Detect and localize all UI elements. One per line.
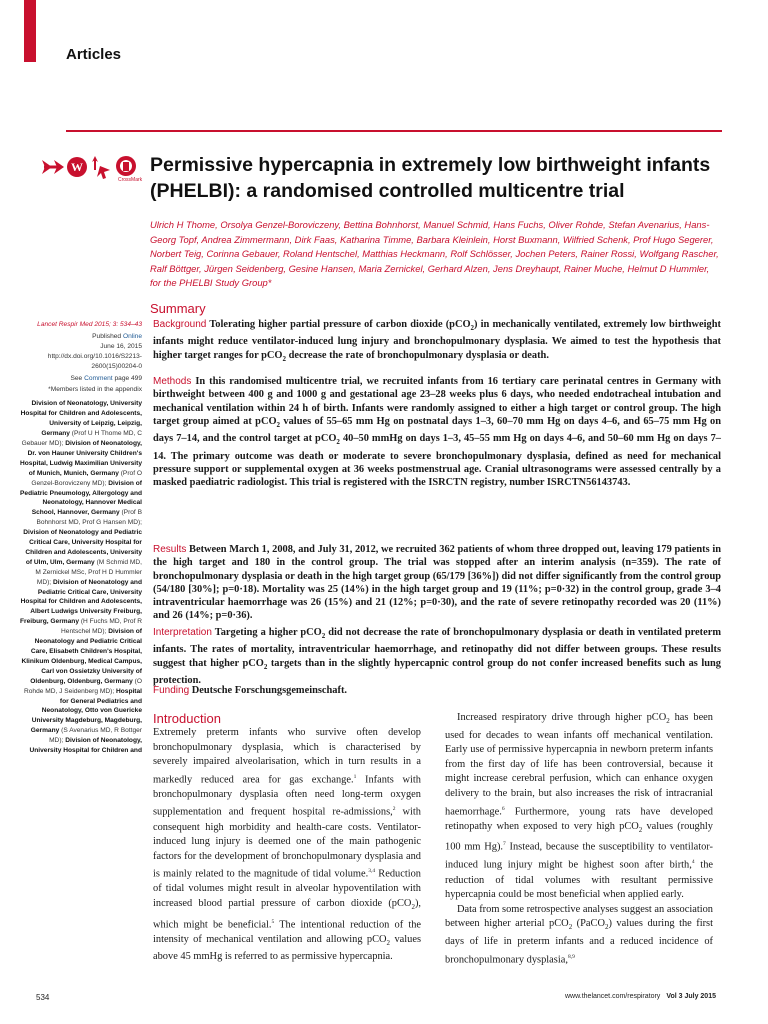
interpretation-label: Interpretation (153, 627, 212, 638)
page-number: 534 (36, 993, 50, 1002)
arrow-icon (42, 160, 64, 174)
intro-paragraph-3: Data from some retrospective analyses suggest an association between higher arterial pCO$_2$ (PaCO$_2$) values during the first days of life in preterm infants and a reduced incidence of bronchopulmonary dysplasia,$^{8,9}$ (445, 903, 713, 966)
article-title: Permissive hypercapnia in extremely low birthweight infants (PHELBI): a randomised controlled multicentre trial (150, 154, 711, 202)
sidebar-publication-info: Lancet Respir Med 2015; 3: 534–43 Published Online June 16, 2015 http://dx.doi.org/10.1016/S2213-2600(15)00204-0 See Comment page 499 *Members listed in the appendix Division of Neonatology, University Hospital for Children and Adolescents, University of Leipzig, Leipzig, Germany (Prof U H Thome MD, C Gebauer MD); Division of Neonatology, Dr. von Hauner University Children's Hospital, Ludwig Maximilian University of Munich, Munich, Germany (Prof O Genzel-Boroviczeny MD); Division of Pediatric Pneumology, Allergology and Neonatology, Hannover Medical School, Hannover, Germany (Prof B Bohnhorst MD, Prof G Hansen MD); Division of Neonatology and Pediatric Critical Care, University Hospital for Children and Adolescents, University of Ulm, Ulm, Germany (M Schmid MD, M Zernickel MSc, Prof H D Hummler MD); Division of Neonatology and Pediatric Critical Care, University Hospital for Children and Adolescents, Albert Ludwigs University Freiburg, Freiburg, Germany (H Fuchs MD, Prof R Hentschel MD); Division of Neonatology and Pediatric Critical Care, Elisabeth Children's Hospital, Klinikum Oldenburg, Medical Campus, Carl von Ossietzky University of Oldenburg, Oldenburg, Germany (O Rohde MD, J Seidenberg MD); Hospital for General Pediatrics and Neonatology, Otto von Guericke University Magdeburg, Magdeburg, Germany (S Avenarius MD, R Bottger MD); Division of Neonatology, University Hospital for Children and (20, 321, 143, 755)
methods-label: Methods (153, 376, 192, 387)
section-accent-bar (24, 0, 36, 62)
abstract-interpretation: Interpretation Targeting a higher pCO$_2$ did not decrease the rate of bronchopulmonary dysplasia or death in ventilated preterm infants. The rates of mortality, intraventricular haemorrhage, and retinopathy did not differ between groups. These results suggest that higher pCO$_2$ targets than in the slightly hypercapnic control group do not confer increased benefits such as lung protection. (153, 627, 722, 687)
summary-heading: Summary (150, 301, 206, 316)
members-note: *Members listed in the appendix (48, 386, 142, 394)
abstract-results: Results Between March 1, 2008, and July 31, 2012, we recruited 362 patients of whom three dropped out, leaving 179 patients in the high target and 180 in the control group. The trial was stopped after an interim analysis (n=359). The rate of bronchopulmonary dysplasia or death in the high target group (65/179 [36%]) did not differ significantly from the control group (54/180 [30%]; p=0·18). Mortality was 25 (14%) in the high target group and 19 (11%; p=0·32) in the control group, grade 3–4 intraventricular haemorrhage was 26 (15%) and 21 (12%; p=0·30), and the rate of severe retinopathy recorded was 20 (11%) and 26 (14%; p=0·36). (153, 544, 721, 622)
intro-column-left (153, 726, 421, 965)
affiliations: Division of Neonatology, University Hospital for Children and Adolescents, University of Leipzig, Leipzig, Germany (Prof U H Thome MD, C Gebauer MD); Division of Neonatology, Dr. von Hauner University Children's Hospital, Ludwig Maximilian University of Munich, Munich, Germany (Prof O Genzel-Boroviczeny MD); Division of Pediatric Pneumology, Allergology and Neonatology, Hannover Medical School, Hannover, Germany (Prof B Bohnhorst MD, Prof G Hansen MD); Division of Neonatology and Pediatric Critical Care, University Hospital for Children and Adolescents, University of Ulm, Ulm, Germany (M Schmid MD, M Zernickel MSc, Prof H D Hummler MD); Division of Neonatology and Pediatric Critical Care, University Hospital for Children and Adolescents, Albert Ludwigs University Freiburg, Freiburg, Germany (H Fuchs MD, Prof R Hentschel MD); Division of Neonatology and Pediatric Critical Care, Elisabeth Children's Hospital, Klinikum Oldenburg, Medical Campus, Carl von Ossietzky University of Oldenburg, Oldenburg, Germany (O Rohde MD, J Seidenberg MD); Hospital for General Pediatrics and Neonatology, Otto von Guericke University Magdeburg, Magdeburg, Germany (S Avenarius MD, R Bottger MD); Division of Neonatology, University Hospital for Children and (20, 400, 143, 755)
journal-volume: Vol 3 July 2015 (666, 993, 716, 1000)
footer-journal (565, 993, 716, 1000)
header-rule (66, 130, 722, 132)
intro-column-right (445, 711, 713, 968)
crossmark-icon (116, 156, 136, 176)
doi-link[interactable]: http://dx.doi.org/10.1016/S2213-2600(15)00204-0 (47, 352, 142, 370)
funding-label: Funding (153, 685, 190, 696)
intro-paragraph-1: Extremely preterm infants who survive often develop bronchopulmonary dysplasia, which is characterised by severely impaired alveolarisation, which in turn results in a markedly reduced area for gas exchange.$^1$ Infants with bronchopulmonary dysplasia often need long-term oxygen supplementation and frequent hospital re-admissions,$^2$ with consequent high morbidity and health-care costs. Ventilator-induced lung injury is deemed one of the main pathogenic factors for the development of bronchopulmonary dysplasia and is mainly related to the magnitude of tidal volume.$^{3,4}$ Reduction of tidal volumes might result in alveolar hypoventilation with increased blood partial pressure of carbon dioxide (pCO$_2$), which might be beneficial.$^5$ The intentional reduction of the intensity of mechanical ventilation and allowing pCO$_2$ values above 45 mmHg is referred to as permissive hypercapnia. (153, 727, 422, 963)
journal-url[interactable]: www.thelancet.com/respiratory (564, 993, 661, 1000)
wellcome-icon (67, 157, 87, 177)
journal-citation: Lancet Respir Med 2015; 3: 534–43 (37, 321, 142, 328)
introduction-heading: Introduction (153, 711, 221, 726)
background-label: Background (153, 319, 207, 330)
article-icons (40, 152, 143, 192)
author-list: Ulrich H Thome, Orsolya Genzel-Boroviczeny, Bettina Bohnhorst, Manuel Schmid, Hans Fuchs, Oliver Rohde, Stefan Avenarius, Hans-Georg Topf, Andrea Zimmermann, Dirk Faas, Katharina Timme, Barbara Kleinlein, Horst Buxmann, Wilfried Schenk, Prof Hugo Segerer, Norbert Teig, Corinna Gebauer, Roland Hentschel, Matthias Heckmann, Rolf Schlösser, Jochen Peters, Rainer Rossi, Wolfgang Rascher, Ralf Böttger, Jürgen Seidenberg, Gesine Hansen, Maria Zernickel, Gerhard Alzen, Jens Dreyhaupt, Rainer Muche, Helmut D Hummler, for the PHELBI Study Group* (150, 219, 719, 288)
section-label: Articles (66, 46, 122, 63)
results-label: Results (153, 544, 187, 555)
intro-paragraph-2: Increased respiratory drive through higher pCO$_2$ has been used for decades to wean infants off mechanical ventilation. Early use of permissive hypercapnia in newborn preterm infants from the first day of life has been controversial, because it might increase cerebral perfusion, which can enhance oxygen delivery to the brain, but also increases the risk of intracranial haemorrhage.$^6$ Furthermore, young rats have developed retinopathy when exposed to very high pCO$_2$ values (roughly 100 mm Hg).$^7$ Instead, because the susceptibility to ventilator-induced lung injury might be highest soon after birth,$^4$ the reduction of tidal volumes with resultant permissive hypercapnia could be most beneficial when applied early. (445, 712, 714, 901)
open-access-icon (92, 156, 110, 179)
svg-text:W: W (71, 160, 83, 174)
online-link[interactable]: Online (122, 332, 142, 340)
abstract-background: Background Tolerating higher partial pressure of carbon dioxide (pCO$_2$) in mechanically ventilated, extremely low birthweight infants might reduce ventilator-induced lung injury and bronchopulmonary dysplasia. We aimed to test the hypothesis that higher target ranges for pCO$_2$ decrease the rate of bronchopulmonary dysplasia or death. (153, 319, 721, 363)
abstract-methods: Methods In this randomised multicentre trial, we recruited infants from 16 tertiary care perinatal centres in Germany with birthweight between 400 g and 1000 g and gestational age 23–28 weeks plus 6 days, who needed endotracheal intubation and mechanical ventilation within 24 h of birth. Infants were randomly assigned to either a high target or control group. The high target group aimed at pCO$_2$ values of 55–65 mm Hg on postnatal days 1–3, 60–70 mm Hg on days 4–6, and 65–75 mm Hg on days 7–14, and the control target at pCO$_2$ 40–50 mmHg on days 1–3, 45–55 mm Hg on days 4–6, and 50–60 mm Hg on days 7–14. The primary outcome was death or moderate to severe bronchopulmonary dysplasia, defined as need for mechanical pressure support or supplemental oxygen at 36 weeks postmenstrual age. Cranial ultrasonograms were assessed centrally by a masked paediatric radiologist. This trial is registered with the ISRCTN registry, number ISRCTN56143743. (153, 376, 721, 489)
publication-date: June 16, 2015 (100, 342, 142, 350)
abstract-funding: Funding Deutsche Forschungsgemeinschaft. (153, 685, 348, 696)
comment-link[interactable]: Comment (84, 374, 113, 382)
crossmark-label: CrossMark (118, 177, 143, 183)
